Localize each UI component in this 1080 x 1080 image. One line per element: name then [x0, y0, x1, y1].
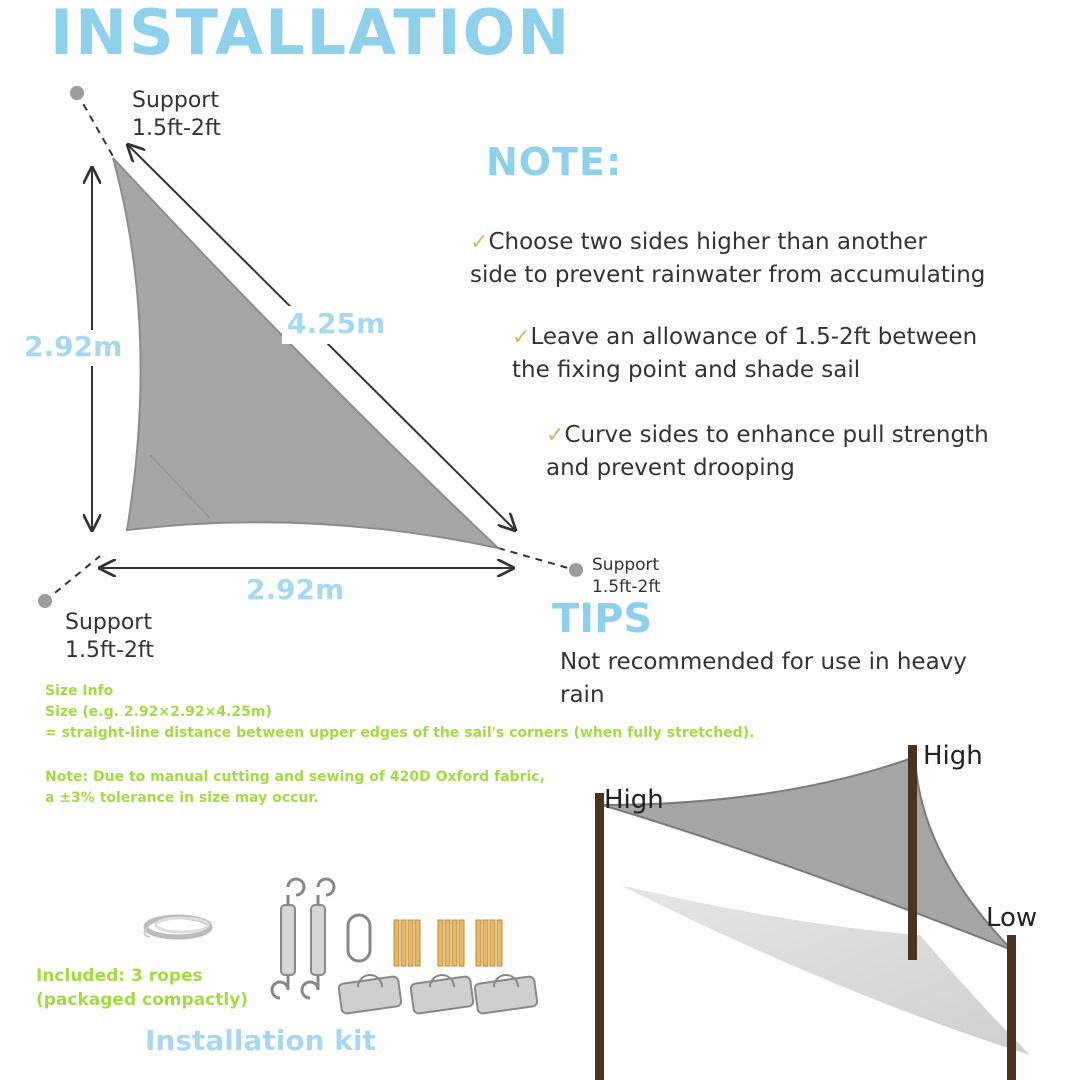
tips-text-line2: rain — [560, 682, 605, 708]
turnbuckle-icon — [272, 879, 304, 998]
high-label-right: High — [923, 741, 983, 771]
carabiner-icon — [348, 915, 370, 961]
note-item-2-line2: the fixing point and shade sail — [512, 357, 861, 383]
turnbuckle-icon — [302, 879, 334, 998]
note-item-3-line1: Curve sides to enhance pull strength — [564, 422, 989, 448]
dimension-hypotenuse-label: 4.25m — [287, 307, 386, 340]
note-item-2 — [512, 321, 977, 387]
tips-text-line1: Not recommended for use in heavy — [560, 649, 967, 675]
high-label-left: High — [604, 785, 664, 815]
pole-left — [595, 793, 604, 1080]
note-item-2-line1: Leave an allowance of 1.5-2ft between — [530, 324, 978, 350]
support-dot-bottom — [38, 594, 52, 608]
note-item-1-line2: side to prevent rainwater from accumulating — [470, 262, 986, 288]
note-item-3 — [546, 419, 989, 485]
included-line1: Included: 3 ropes — [36, 966, 203, 986]
size-info-line2: Size (e.g. 2.92×2.92×4.25m) — [45, 704, 272, 720]
included-line2: (packaged compactly) — [36, 990, 249, 1010]
rope-icon — [144, 917, 210, 937]
support-right-line1: Support — [592, 555, 660, 575]
tips-heading: TIPS — [552, 596, 653, 642]
check-icon: ✓ — [470, 230, 489, 255]
support-top-line1: Support — [132, 88, 219, 113]
tolerance-note — [45, 767, 545, 809]
support-line-right — [498, 548, 575, 570]
low-label: Low — [986, 903, 1038, 933]
support-right-line2: 1.5ft-2ft — [592, 577, 661, 597]
support-line-top — [77, 93, 114, 158]
note-item-3-line2: and prevent drooping — [546, 455, 795, 481]
support-line-bottom — [45, 556, 100, 601]
note-item-1 — [470, 226, 985, 292]
support-label-bottom — [65, 609, 154, 665]
dimension-bottom-label: 2.92m — [246, 573, 345, 606]
support-label-top — [132, 87, 221, 143]
dimension-left-label: 2.92m — [24, 330, 123, 363]
pad-eye-plate-icon — [338, 975, 538, 1014]
check-icon: ✓ — [512, 325, 531, 350]
support-dot-top — [70, 86, 84, 100]
note-heading: NOTE: — [486, 140, 623, 184]
check-icon: ✓ — [546, 423, 565, 448]
page-title: INSTALLATION — [50, 0, 572, 69]
support-top-line2: 1.5ft-2ft — [132, 116, 221, 141]
note-item-1-line1: Choose two sides higher than another — [488, 229, 927, 255]
support-bottom-line1: Support — [65, 610, 152, 635]
tolerance-note-line1: Note: Due to manual cutting and sewing of 420D Oxford fabric, — [45, 769, 545, 785]
support-bottom-line2: 1.5ft-2ft — [65, 638, 154, 663]
size-info-line3: = straight-line distance between upper edges of the sail's corners (when fully stretched). — [45, 725, 755, 741]
pole-middle — [908, 745, 917, 960]
pole-right — [1007, 935, 1016, 1080]
tolerance-note-line2: a ±3% tolerance in size may occur. — [45, 790, 319, 806]
included-ropes-note — [36, 964, 248, 1012]
size-info-line1: Size Info — [45, 683, 114, 699]
triangle-sail-shape — [113, 158, 498, 548]
installation-kit-label: Installation kit — [145, 1024, 376, 1057]
support-dot-right — [569, 563, 583, 577]
support-label-right — [592, 554, 661, 598]
anchor-screws-icon — [394, 920, 502, 966]
